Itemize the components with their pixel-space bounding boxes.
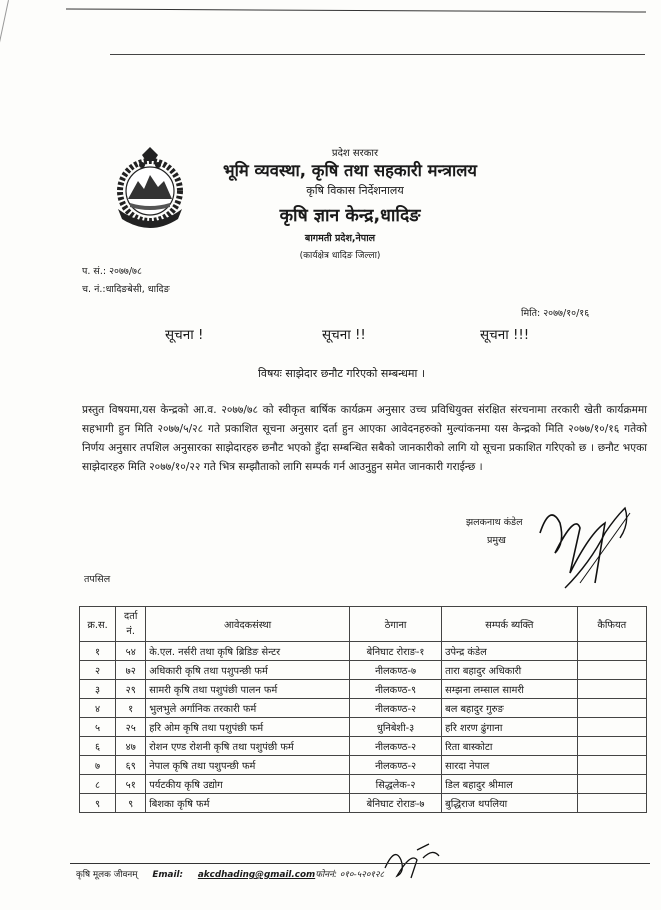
selected-partners-table (79, 606, 647, 813)
table-row (80, 794, 647, 813)
col-reg-header (116, 607, 146, 642)
row-remarks (577, 699, 646, 718)
row-sn: ४ (80, 699, 116, 718)
row-contact-person: सारदा नेपाल (442, 756, 578, 775)
row-remarks (577, 661, 646, 680)
row-contact-person: रिता बास्कोटा (442, 737, 578, 756)
signatory-role: प्रमुख (487, 535, 506, 546)
footer-initials-signature (377, 838, 447, 880)
row-address: नीलकण्ठ-९ (350, 680, 442, 699)
row-applicant-org: हरि ओम कृषि तथा पशुपंछी फर्म (146, 718, 350, 737)
row-contact-person: तारा बहादुर अधिकारी (442, 661, 578, 680)
col-address-header: ठेगाना (350, 607, 442, 642)
row-applicant-org: भुलभुले अर्गानिक तरकारी फर्म (146, 699, 350, 718)
top-rule (66, 8, 646, 12)
table-header-row (80, 607, 647, 642)
row-remarks (577, 775, 646, 794)
footer-slogan: कृषि मूलक जीवनम् (76, 870, 138, 880)
row-remarks (577, 680, 646, 699)
row-reg-no: २५ (116, 718, 146, 737)
directorate-name: कृषि विकास निर्देशनालय (306, 184, 404, 197)
row-applicant-org: रोशन एण्ड रोशनी कृषि तथा पशुपंछी फर्म (146, 737, 350, 756)
footer-rule (70, 863, 650, 864)
row-reg-no: २९ (116, 680, 146, 699)
row-reg-no: ६९ (116, 756, 146, 775)
handwritten-signature (520, 493, 640, 593)
row-address: नीलकण्ठ-२ (350, 756, 442, 775)
reference-number: प. सं.: २०७७/७८ (82, 266, 142, 277)
nepal-emblem-icon (112, 147, 188, 233)
row-address: बेनिघाट रोराङ-७ (350, 794, 442, 813)
row-applicant-org: बिशका कृषि फर्म (146, 794, 350, 813)
body-paragraph: प्रस्तुत विषयमा,यस केन्द्रको आ.व. २०७७/७८ को स्वीकृत बार्षिक कार्यक्रम अनुसार उच्च प्रविधियुक्त संरक्षित संरचनामा तरकारी खेती कार्यक्रममा सहभागी हुन मिति २०७७/५/२८ गते प्रकाशित सूचना अनुसार दर्ता हुन आएका आवेदनहरुको मुल्यांकनमा यस केन्द्रको मिति २०७७/१०/१६ गतेको निर्णय अनुसार तपशिल अनुसारका साझेदारहरु छनौट भएको हुँदा सम्बन्धित सबैको जानकारीको लागि यो सूचना प्रकाशित गरिएको छ । छनौट भएका साझेदारहरु मिति २०७७/१०/२२ गते भित्र सम्झौताको लागि सम्पर्क गर्न आउनुहुन समेत जानकारी गराईन्छ । (82, 404, 647, 473)
dispatch-number: च. नं.:धादिङबेसी, धादिङ (82, 284, 170, 295)
table-row (80, 737, 647, 756)
row-contact-person: सम्झना लम्साल सामरी (442, 680, 578, 699)
row-reg-no: ५४ (116, 642, 146, 661)
subject-line: विषयः साझेदार छनौट गरिएको सम्बन्धमा । (257, 367, 426, 380)
jurisdiction: (कार्यक्षेत्र धादिङ जिल्ला) (299, 251, 381, 261)
province-government: प्रदेश सरकार (331, 148, 379, 159)
ministry-name: भूमि व्यवस्था, कृषि तथा सहकारी मन्त्रालय (223, 161, 477, 180)
row-address: नीलकण्ठ-७ (350, 661, 442, 680)
row-sn: ५ (80, 718, 116, 737)
annex-label: तपसिल (84, 574, 111, 585)
row-applicant-org: नेपाल कृषि तथा पशुपन्छी फर्म (146, 756, 350, 775)
row-contact-person: उपेन्द्र कंडेल (442, 642, 578, 661)
row-address: नीलकण्ठ-२ (350, 737, 442, 756)
row-contact-person: बुद्धिराज थपलिया (442, 794, 578, 813)
office-name: कृषि ज्ञान केन्द्र,धादिङ (279, 206, 421, 226)
row-sn: ९ (80, 794, 116, 813)
footer-email-link[interactable]: akcdhading@gmail.com (197, 870, 316, 880)
row-reg-no: ९ (116, 794, 146, 813)
row-remarks (577, 737, 646, 756)
col-contact-header: सम्पर्क ब्यक्ति (442, 607, 578, 642)
footer-email-label: Email: (152, 870, 184, 880)
col-org-header: आवेदकसंस्था (146, 607, 350, 642)
footer (76, 868, 384, 880)
row-address: धुनिबेशी-३ (350, 718, 442, 737)
row-remarks (577, 794, 646, 813)
row-address: नीलकण्ठ-२ (350, 699, 442, 718)
col-sn-header: क्र.स. (80, 607, 116, 642)
notice-heading-2: सूचना !! (322, 327, 366, 343)
row-address: बेनिघाट रोराङ-१ (350, 642, 442, 661)
signatory-name: झलकनाथ कंडेल (466, 517, 523, 528)
row-reg-no: ५१ (116, 775, 146, 794)
row-remarks (577, 718, 646, 737)
row-reg-no: ७२ (116, 661, 146, 680)
row-sn: १ (80, 642, 116, 661)
row-sn: ३ (80, 680, 116, 699)
row-contact-person: डिल बहादुर श्रीमाल (442, 775, 578, 794)
office-address: बागमती प्रदेश,नेपाल (304, 233, 376, 244)
row-contact-person: बल बहादुर गुरुङ (442, 699, 578, 718)
row-sn: २ (80, 661, 116, 680)
col-reg-label: दर्ता नं. (124, 611, 138, 637)
notice-heading-3: सूचना !!! (480, 327, 530, 343)
table-row (80, 661, 647, 680)
table-row (80, 699, 647, 718)
row-remarks (577, 756, 646, 775)
row-sn: ७ (80, 756, 116, 775)
col-remarks-header: कैफियत (577, 607, 646, 642)
row-sn: ६ (80, 737, 116, 756)
row-reg-no: १ (116, 699, 146, 718)
row-applicant-org: अधिकारी कृषि तथा पशुपन्छी फर्म (146, 661, 350, 680)
row-remarks (577, 642, 646, 661)
top-rule-2 (110, 54, 645, 55)
letter-date: मिति: २०७७/१०/१६ (521, 308, 590, 319)
page-edge (0, 0, 9, 118)
notice-heading-1: सूचना ! (165, 327, 204, 343)
table-row (80, 642, 647, 661)
row-sn: ८ (80, 775, 116, 794)
table-row (80, 718, 647, 737)
table-row (80, 680, 647, 699)
row-applicant-org: पर्यटकीय कृषि उद्योग (146, 775, 350, 794)
table-row (80, 756, 647, 775)
row-address: सिद्धलेक-२ (350, 775, 442, 794)
footer-phone: फोननं: ०१०-५२०१२८ (315, 870, 385, 880)
row-contact-person: हरि शरण ढुंगाना (442, 718, 578, 737)
row-reg-no: ४७ (116, 737, 146, 756)
row-applicant-org: सामरी कृषि तथा पशुपंछी पालन फर्म (146, 680, 350, 699)
row-applicant-org: के.एल. नर्सरी तथा कृषि ब्रिडिङ सेन्टर (146, 642, 350, 661)
table-row (80, 775, 647, 794)
